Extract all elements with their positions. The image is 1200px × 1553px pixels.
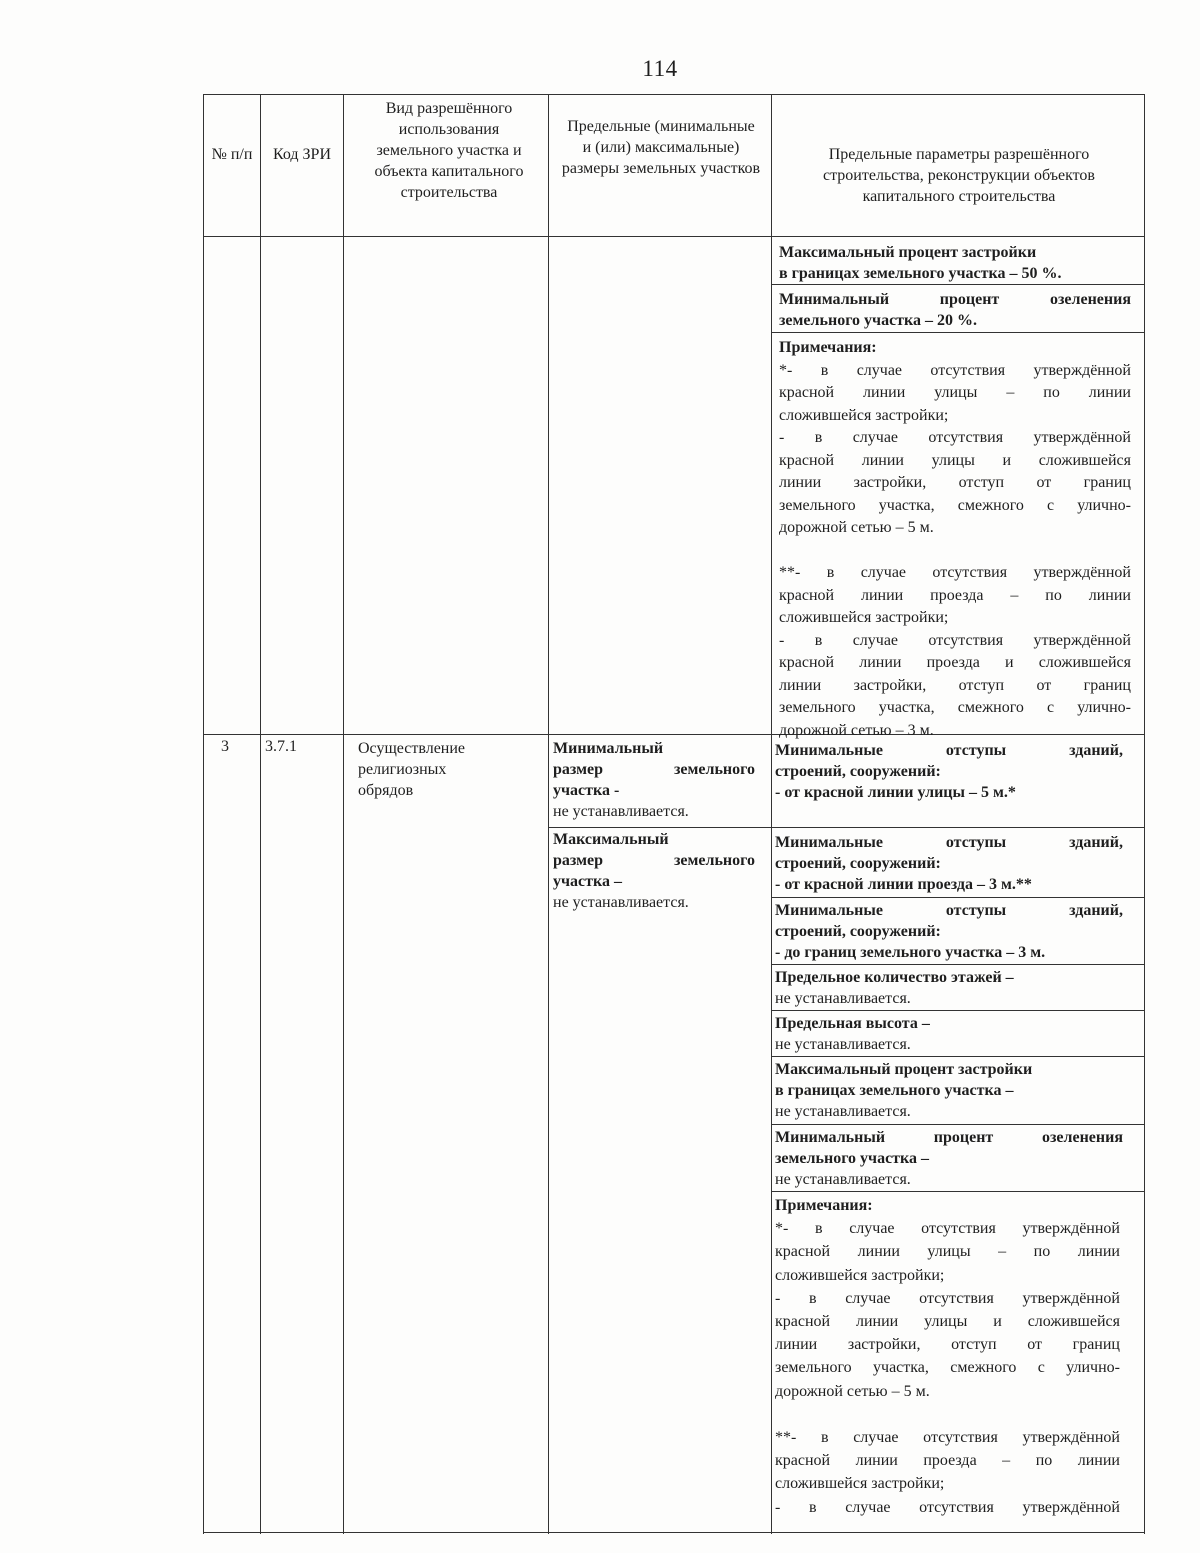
note-line: **- в случае отсутствия утверждённой [779,564,1131,581]
note-line: сложившейся застройки; [779,406,949,424]
regulations-table [203,94,1145,1534]
header-construction-params: Предельные параметры разрешённого строительства, реконструкции объектов капитального строительства [823,146,1095,205]
param-setback-boundary [775,900,1123,963]
column-divider [343,94,344,1534]
table-border-right [1144,94,1145,1534]
note-line: сложившейся застройки; [775,1266,945,1284]
param-line: в границах земельного участка – 50 %. [779,265,1062,282]
param-line: не устанавливается. [775,1103,911,1120]
param-line: не устанавливается. [775,1171,911,1188]
note-line: земельного участка, смежного с улично- [775,1359,1120,1377]
param-line: не устанавливается. [775,1036,911,1053]
param-line: Минимальные отступы зданий, [775,742,1123,759]
size-line: размер земельного [553,852,755,869]
param-line: Максимальный процент застройки [775,1061,1033,1078]
param-max-height [775,1013,1123,1055]
row-code: 3.7.1 [265,738,297,755]
page-number: 114 [642,56,678,81]
notes-block [779,337,1131,742]
note-line: - в случае отсутствия утверждённой [775,1289,1120,1307]
param-line: Минимальный процент озеленения [779,291,1131,308]
param-line: земельного участка – 20 %. [779,312,978,329]
cell-divider [548,827,1145,828]
note-line: красной линии улицы – по линии [779,384,1131,401]
param-max-floors [775,967,1123,1009]
param-line: Максимальный процент застройки [779,244,1037,261]
column-divider [771,94,772,1534]
notes-block [775,1194,1120,1519]
cell-divider [771,332,1145,333]
note-line: *- в случае отсутствия утверждённой [775,1220,1120,1238]
table-border-left [203,94,204,1534]
param-max-build-percent [775,1059,1123,1122]
row-use-type [358,738,543,801]
param-line: Минимальные отступы зданий, [775,902,1123,919]
note-line: - в случае отсутствия утверждённой [779,631,1131,649]
note-line: красной линии улицы – по линии [775,1243,1120,1261]
param-min-green-percent [779,289,1131,331]
param-line: - от красной линии улицы – 5 м.* [775,784,1016,801]
table-border-top [203,94,1145,95]
param-line: - до границ земельного участка – 3 м. [775,944,1046,961]
note-line: сложившейся застройки; [779,609,949,626]
param-line: в границах земельного участка – [775,1082,1014,1099]
note-line: - в случае отсутствия утверждённой [779,429,1131,446]
header-plot-sizes: Предельные (минимальные и (или) максимальные) размеры земельных участков [561,118,761,177]
column-divider [548,94,549,1534]
param-line: Минимальный процент озеленения [775,1129,1123,1146]
param-line: Минимальные отступы зданий, [775,834,1123,851]
note-spacer [779,540,1131,563]
note-line: красной линии проезда – по линии [779,586,1131,604]
header-divider [203,236,1145,237]
param-line: земельного участка – [775,1150,930,1167]
note-line: **- в случае отсутствия утверждённой [775,1429,1120,1447]
size-line: не устанавливается. [553,894,689,911]
note-line: сложившейся застройки; [775,1475,945,1493]
note-line: дорожной сетью – 5 м. [775,1382,930,1400]
size-line: размер земельного [553,761,755,778]
use-line: обрядов [358,782,414,799]
note-line: дорожной сетью – 5 м. [779,519,934,536]
param-setback-street [775,740,1123,803]
column-divider [260,94,261,1534]
size-line: Минимальный [553,740,664,757]
param-line: строений, сооружений: [775,763,941,780]
size-line: не устанавливается. [553,803,689,820]
param-setback-driveway [775,832,1123,895]
max-plot-size [553,829,755,913]
notes-title: Примечания: [779,339,877,356]
note-line: красной линии проезда – по линии [775,1452,1120,1470]
note-spacer [775,1403,1120,1426]
note-line: - в случае отсутствия утверждённой [775,1498,1120,1516]
note-line: линии застройки, отступ от границ [779,676,1131,694]
cell-divider [771,284,1145,285]
param-max-build-percent [779,242,1131,284]
notes-title: Примечания: [775,1197,873,1214]
note-line: земельного участка, смежного с улично- [779,496,1131,514]
cell-divider [771,1191,1145,1192]
param-line: Предельное количество этажей – [775,969,1014,986]
param-line: строений, сооружений: [775,923,941,940]
note-line: линии застройки, отступ от границ [775,1336,1120,1354]
note-line: *- в случае отсутствия утверждённой [779,361,1131,379]
size-line: участка – [553,873,622,890]
param-line: Предельная высота – [775,1015,930,1032]
cell-divider [771,1124,1145,1125]
size-line: Максимальный [553,831,669,848]
use-line: религиозных [358,761,447,778]
cell-divider [771,1010,1145,1011]
cell-divider [771,897,1145,898]
table-border-bottom [203,1532,1145,1533]
param-min-green-percent [775,1127,1123,1190]
size-line: участка - [553,782,620,799]
header-use-type: Вид разрешённого использования земельного участка и объекта капитального строительства [374,100,524,201]
cell-divider [771,964,1145,965]
note-line: красной линии улицы и сложившейся [775,1313,1120,1331]
param-line: не устанавливается. [775,990,911,1007]
note-line: линии застройки, отступ от границ [779,474,1131,491]
note-line: красной линии проезда и сложившейся [779,654,1131,671]
note-line: земельного участка, смежного с улично- [779,699,1131,716]
min-plot-size [553,738,755,822]
use-line: Осуществление [358,740,466,757]
row-number: 3 [221,738,229,755]
note-line: красной линии улицы и сложившейся [779,451,1131,469]
param-line: строений, сооружений: [775,855,941,872]
note-line: дорожной сетью – 3 м. [779,721,934,739]
header-num: № п/п [211,146,253,163]
header-code: Код ЗРИ [272,146,332,163]
param-line: - от красной линии проезда – 3 м.** [775,876,1032,893]
cell-divider [771,1056,1145,1057]
